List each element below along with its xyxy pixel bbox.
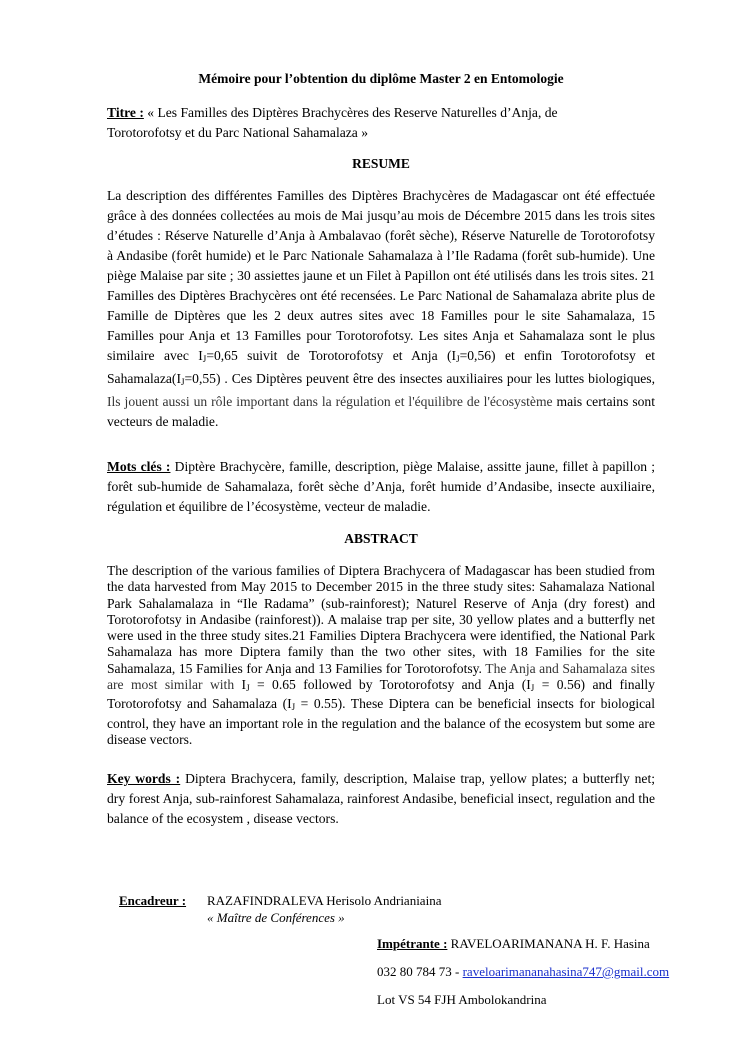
- abstract-paragraph: [107, 563, 655, 748]
- ij-subscript: J: [456, 354, 460, 364]
- ij-subscript: J: [530, 683, 535, 694]
- abstract-text-3: followed by Torotorofotsy and Anja (: [295, 677, 527, 693]
- title-label: Titre :: [107, 105, 144, 120]
- encadreur-label: [119, 893, 186, 909]
- title-text-line2: Torotorofotsy et du Parc National Sahamalaza »: [107, 125, 369, 140]
- encadreur-name: RAZAFINDRALEVA Herisolo Andrianiaina: [207, 893, 442, 908]
- impetrante-phone: 032 80 784 73 -: [377, 964, 463, 979]
- mots-cles-paragraph: [107, 457, 655, 517]
- title-text-line1: « Les Familles des Diptères Brachycères des Reserve Naturelles d’Anja, de: [143, 105, 558, 120]
- impetrante-email-link[interactable]: raveloarimananahasina747@gmail.com: [462, 964, 670, 979]
- ij-symbol: I: [176, 371, 181, 386]
- impetrante-contact: [377, 964, 669, 980]
- encadreur-label-text: Encadreur :: [119, 893, 187, 908]
- resume-text-2: suivit de Torotorofotsy et Anja (: [237, 348, 452, 363]
- ij-value: = 0.55): [295, 696, 343, 712]
- impetrante-line: [377, 936, 650, 952]
- ij-symbol: I: [287, 696, 292, 712]
- resume-paragraph: [107, 186, 655, 432]
- ij-symbol: I: [526, 677, 531, 693]
- resume-text-5: Ils jouent aussi un rôle important dans la régulation et l'équilibre de l'écosystème: [107, 394, 553, 409]
- key-words-label: Key words :: [107, 771, 181, 786]
- impetrante-label: Impétrante :: [377, 936, 448, 951]
- ij-subscript: J: [180, 377, 185, 387]
- resume-heading: RESUME: [352, 156, 410, 171]
- key-words-paragraph: [107, 769, 655, 829]
- key-words-text: Diptera Brachycera, family, description, Malaise trap, yellow plates; a butterfly net; dry forest Anja, sub-rainforest Sahamalaza, rainforest Andasibe, beneficial insect, regulation and the balance of the ecosystem , disease vectors.: [107, 771, 656, 826]
- abstract-text-4: and finally Torotorofotsy and Sahamalaza (: [107, 677, 655, 712]
- ij-subscript: J: [291, 702, 296, 713]
- mots-cles-text: Diptère Brachycère, famille, description, piège Malaise, assitte jaune, fillet à papillon ; forêt sub-humide de Sahamalaza, forêt sèche d’Anja, forêt humide d’Andasibe, insecte auxiliaire, régulation et équilibre de l’écosystème, vecteur de maladie.: [107, 459, 656, 514]
- ij-value: =0,65: [206, 348, 238, 363]
- title-block: [107, 103, 667, 143]
- resume-text-6: mais certains sont vecteurs de maladie.: [107, 394, 655, 429]
- ij-symbol: I: [198, 348, 203, 363]
- impetrante-name: RAVELOARIMANANA H. F. Hasina: [447, 936, 650, 951]
- abstract-text-2: The Anja and Sahamalaza sites are most similar with: [107, 660, 655, 693]
- resume-text-3: et enfin Torotorofotsy et Sahamalaza(: [107, 348, 656, 386]
- ij-value: = 0.65: [249, 677, 296, 693]
- encadreur-title: « Maître de Conférences »: [207, 910, 345, 925]
- thesis-heading: Mémoire pour l’obtention du diplôme Master 2 en Entomologie: [198, 71, 564, 86]
- ij-value: = 0.56): [534, 677, 586, 693]
- ij-subscript: J: [246, 683, 250, 694]
- ij-value: =0,55): [184, 371, 221, 386]
- abstract-heading: ABSTRACT: [344, 531, 418, 546]
- ij-symbol: I: [451, 348, 457, 363]
- impetrante-address: Lot VS 54 FJH Ambolokandrina: [377, 992, 547, 1007]
- resume-text-4: . Ces Diptères peuvent être des insectes auxiliaires pour les luttes biologiques,: [220, 371, 655, 386]
- mots-cles-label: Mots clés :: [107, 459, 171, 474]
- resume-text-1: La description des différentes Familles des Diptères Brachycères de Madagascar ont été effectuée grâce à des données collectées au mois de Mai jusqu’au mois de Décembre 2015 dans les trois sites d’études : Réserve Naturelle d’Anja à Ambalavao (forêt sèche), Réserve Naturelle de Torotorofotsy à Andasibe (forêt humide) et le Parc Nationale Sahamalaza à l’Ile Radama (forêt sub-humide). Une piège Malaise par site ; 30 assiettes jaune et un Filet à Papillon ont été utilisés dans les trois sites. 21 Familles des Diptères Brachycères ont été recensées. Le Parc National de Sahamalaza abrite plus de Famille de Diptères que les 2 deux autres sites avec 18 Familles pour le site Sahamalaza, 15 Familles pour Anja et 13 Familles pour Torotorofotsy. Les sites Anja et Sahamalaza sont le plus similaire avec: [107, 188, 655, 363]
- abstract-text-1: The description of the various families of Diptera Brachycera of Madagascar has been studied from the data harvested from May 2015 to December 2015 in the three study sites: Sahamalaza National Park Sahalamalaza in “Ile Radama” (sub-rainforest); Naturel Reserve of Anja (dry forest) and Torotorofotsy in Andasibe (rainforest)). A malaise trap per site, 30 yellow plates and a butterfly net were used in the three study sites.21 Families Diptera Brachycera were identified, the National Park Sahamalaza has more Diptera family than the two other sites, with 18 Families for the site Sahamalaza, 15 Families for Anja and 13 Families for Torotorofotsy.: [107, 563, 655, 676]
- ij-value: =0,56): [459, 348, 496, 363]
- ij-subscript: J: [202, 354, 207, 364]
- ij-symbol: I: [241, 677, 247, 693]
- abstract-text-5: . These Diptera can be beneficial insects for biological control, they have an important role in the regulation and the balance of the ecosystem but some are disease vectors.: [107, 696, 655, 747]
